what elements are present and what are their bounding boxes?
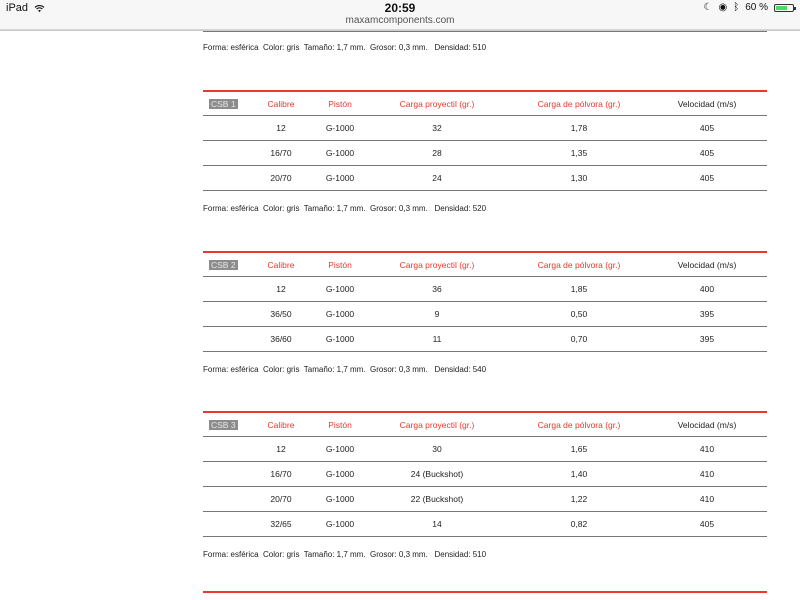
table-cell: 30	[432, 444, 442, 454]
table-cell: G-1000	[325, 123, 355, 133]
column-header: Calibre	[267, 99, 295, 109]
table-header-row	[203, 92, 767, 116]
table-cell: G-1000	[325, 284, 355, 294]
table-cell: G-1000	[325, 444, 355, 454]
battery-fill	[776, 6, 787, 10]
table-cell: 1,35	[570, 148, 588, 158]
table-code-badge: CSB 1	[211, 99, 236, 109]
table-cell: 22 (Buckshot)	[410, 494, 464, 504]
table-cell: G-1000	[325, 469, 355, 479]
table-cell: 1,40	[570, 469, 588, 479]
status-bar	[0, 0, 800, 30]
bluetooth-icon: ᛒ	[733, 2, 740, 13]
column-header: Velocidad (m/s)	[677, 260, 737, 270]
moon-icon: ☾	[703, 2, 713, 13]
table-cell: G-1000	[325, 148, 355, 158]
battery-icon	[774, 4, 794, 12]
table-cell: 36/50	[270, 309, 292, 319]
table-header-row	[203, 253, 767, 277]
table-top-rule	[203, 591, 767, 593]
table-cell: 405	[699, 148, 715, 158]
table-cell: 405	[699, 173, 715, 183]
table-cell: 36/60	[270, 334, 292, 344]
table-cell: 1,78	[570, 123, 588, 133]
table-note: Forma: esférica Color: gris Tamaño: 1,7 mm. Grosor: 0,3 mm. Densidad: 510	[203, 43, 487, 52]
column-header: Velocidad (m/s)	[677, 420, 737, 430]
table-cell: 0,70	[570, 334, 588, 344]
table-row	[203, 116, 767, 141]
table-cell: 24 (Buckshot)	[410, 469, 464, 479]
column-header: Pistón	[328, 99, 352, 109]
table-row	[203, 487, 767, 512]
table-code-cell	[209, 92, 239, 116]
table-cell: 1,22	[570, 494, 588, 504]
table-row	[203, 166, 767, 191]
table-cell: 32/65	[270, 519, 292, 529]
clock: 20:59	[384, 1, 416, 15]
table-cell: 1,85	[570, 284, 588, 294]
device-label: iPad	[6, 2, 29, 14]
table-note: Forma: esférica Color: gris Tamaño: 1,7 mm. Grosor: 0,3 mm. Densidad: 540	[203, 365, 487, 374]
table-note: Forma: esférica Color: gris Tamaño: 1,7 mm. Grosor: 0,3 mm. Densidad: 520	[203, 204, 487, 213]
table-cell: 12	[276, 284, 286, 294]
column-header: Velocidad (m/s)	[677, 99, 737, 109]
table-note: Forma: esférica Color: gris Tamaño: 1,7 mm. Grosor: 0,3 mm. Densidad: 510	[203, 550, 487, 559]
column-header: Calibre	[267, 260, 295, 270]
table-cell: 410	[699, 469, 715, 479]
table-cell: 20/70	[270, 494, 292, 504]
table-cell: 36	[432, 284, 442, 294]
table-cell: 0,82	[570, 519, 588, 529]
table-cell: 32	[432, 123, 442, 133]
column-header: Carga de pólvora (gr.)	[537, 99, 621, 109]
table-header-row	[203, 413, 767, 437]
table-code-cell	[209, 413, 239, 437]
column-header: Carga proyectil (gr.)	[399, 99, 475, 109]
table-cell: 1,65	[570, 444, 588, 454]
table-row	[203, 437, 767, 462]
table-row	[203, 302, 767, 327]
column-header: Carga de pólvora (gr.)	[537, 260, 621, 270]
table-code-cell	[209, 253, 239, 277]
table-cell: 405	[699, 123, 715, 133]
table-cell: 12	[276, 123, 286, 133]
table-cell: 20/70	[270, 173, 292, 183]
table-cell: 405	[699, 519, 715, 529]
table-cell: 410	[699, 494, 715, 504]
table-cell: G-1000	[325, 519, 355, 529]
column-header: Calibre	[267, 420, 295, 430]
table-cell: 9	[434, 309, 440, 319]
table-cell: 1,30	[570, 173, 588, 183]
table-cell: 12	[276, 444, 286, 454]
table-cell: 16/70	[270, 148, 292, 158]
column-header: Carga proyectil (gr.)	[399, 420, 475, 430]
table-cell: 11	[432, 334, 442, 344]
table-row	[203, 277, 767, 302]
table-row	[203, 462, 767, 487]
column-header: Pistón	[328, 420, 352, 430]
address-bar[interactable]: maxamcomponents.com	[345, 15, 455, 26]
table-cell: 14	[432, 519, 442, 529]
rotation-lock-icon: ◉	[718, 2, 728, 13]
table-row	[203, 327, 767, 352]
table-code-badge: CSB 3	[211, 420, 236, 430]
table-cell: G-1000	[325, 173, 355, 183]
table-row	[203, 512, 767, 537]
status-right	[704, 2, 795, 13]
table-cell: G-1000	[325, 309, 355, 319]
table-cell: 395	[699, 334, 715, 344]
table-cell: G-1000	[325, 494, 355, 504]
table-cell: G-1000	[325, 334, 355, 344]
table-cell: 400	[699, 284, 715, 294]
table-bottom-border	[203, 31, 767, 32]
table-cell: 16/70	[270, 469, 292, 479]
table-cell: 28	[432, 148, 442, 158]
column-header: Carga proyectil (gr.)	[399, 260, 475, 270]
table-code-badge: CSB 2	[211, 260, 236, 270]
table-row	[203, 141, 767, 166]
column-header: Carga de pólvora (gr.)	[537, 420, 621, 430]
table-cell: 24	[432, 173, 442, 183]
table-cell: 410	[699, 444, 715, 454]
table-cell: 395	[699, 309, 715, 319]
table-cell: 0,50	[570, 309, 588, 319]
column-header: Pistón	[328, 260, 352, 270]
battery-percent: 60 %	[745, 2, 768, 13]
